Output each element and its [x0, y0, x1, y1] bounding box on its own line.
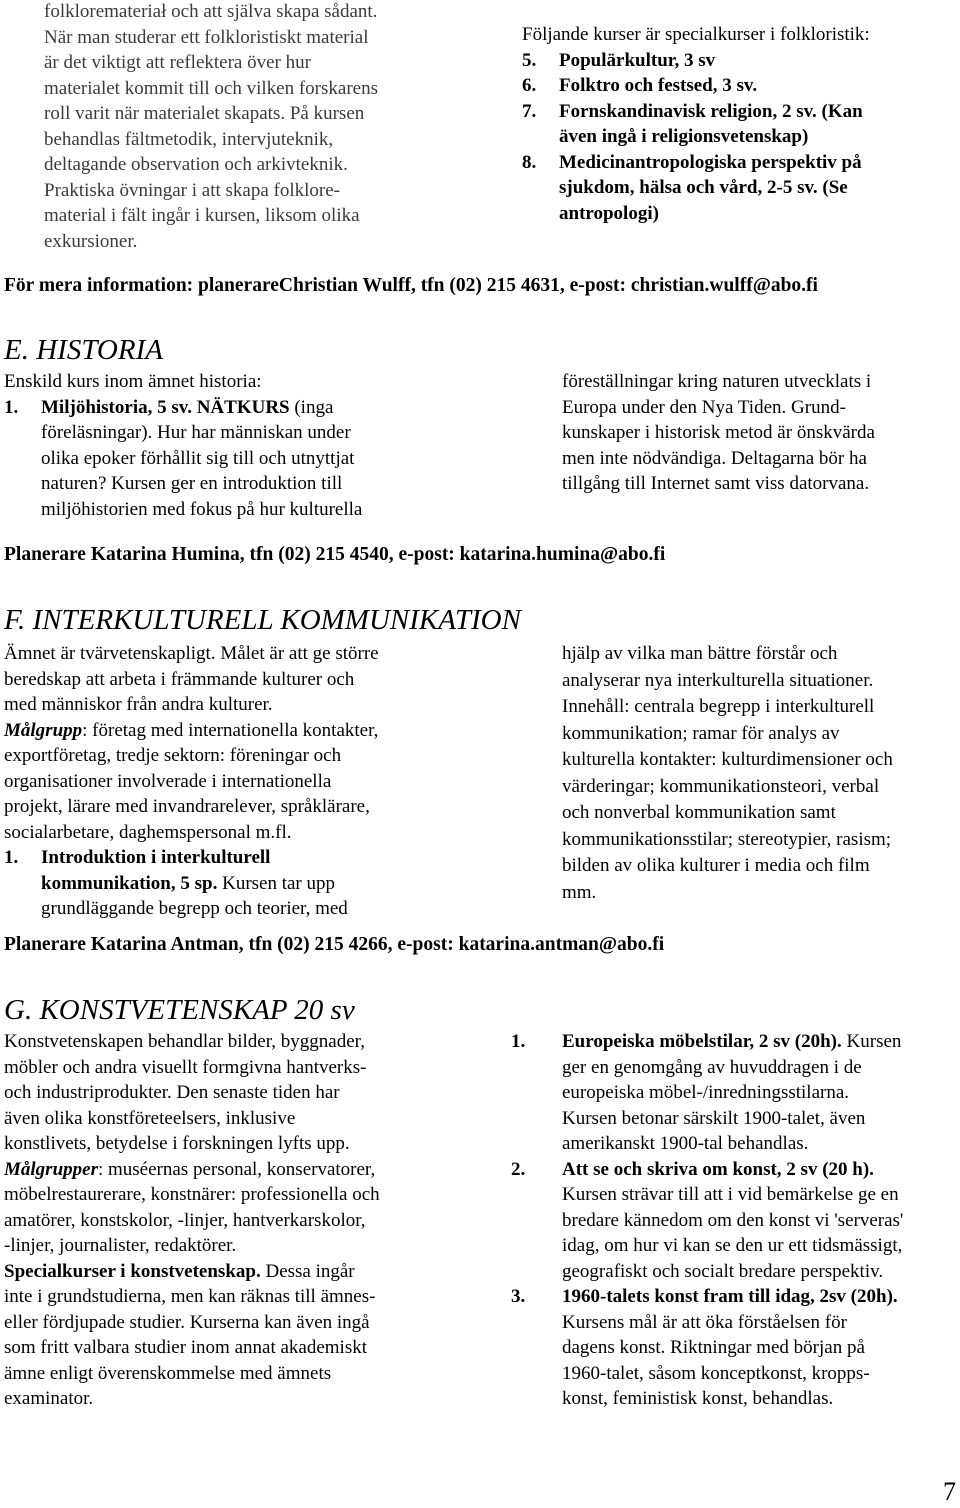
text-line: hjälp av vilka man bättre förstår och	[562, 643, 838, 664]
text-line: geografiskt och socialt bredare perspektiv.	[562, 1260, 884, 1282]
text-line: kommunikation; ramar för analys av	[562, 722, 840, 744]
text-line: som fritt valbara studier inom annat akademiskt	[4, 1337, 368, 1358]
text-line: men inte nödvändiga. Deltagarna bör ha	[562, 447, 867, 469]
special-courses-line: Specialkurser i konstvetenskap. Dessa ingår	[4, 1260, 355, 1282]
text-line: Europa under den Nya Tiden. Grund-	[562, 396, 846, 418]
text-line: material i fält ingår i kursen, liksom olika	[44, 205, 360, 226]
text-line: och nonverbal kommunikation samt	[562, 802, 836, 823]
text-line: exkursioner.	[44, 230, 138, 252]
text-line: examinator.	[4, 1388, 94, 1409]
course-item: 1. Europeiska möbelstilar, 2 sv (20h). Kursen	[511, 1031, 902, 1052]
course-item: 1. Miljöhistoria, 5 sv. NÄTKURS (inga	[4, 396, 334, 418]
text-line: och industriprodukter. Den senaste tiden har	[4, 1082, 340, 1103]
text-line: möbler och andra visuellt formgivna hantverks-	[4, 1056, 367, 1078]
text-line: Kursen betonar särskilt 1900-talet, även	[562, 1107, 866, 1129]
text-line: amatörer, konstskolor, -linjer, hantverkarskolor,	[4, 1209, 366, 1231]
course-item: 7. Fornskandinavisk religion, 2 sv. (Kan	[522, 100, 863, 122]
target-group-line: Målgrupp: företag med internationella kontakter,	[4, 719, 379, 741]
text-line: folkloremateriał och att själva skapa sådant.	[44, 1, 378, 22]
course-item: 2. Att se och skriva om konst, 2 sv (20 h).	[511, 1158, 874, 1180]
course-item: 8. Medicinantropologiska perspektiv på	[522, 151, 862, 173]
text-line: Kursens mål är att öka förståelsen för	[562, 1311, 847, 1333]
course-item: 1. Introduktion i interkulturell	[4, 847, 271, 868]
text-line: behandlas fältmetodik, intervjuteknik,	[44, 128, 334, 150]
text-line: föreläsningar). Hur har människan under	[41, 422, 351, 443]
text-line: roll varit när materialet skapats. På kursen	[44, 103, 365, 124]
text-line: är det viktigt att reflektera över hur	[44, 52, 311, 73]
course-item-continued: även ingå i religionsvetenskap)	[559, 126, 809, 147]
text-line: socialarbetare, daghemspersonal m.fl.	[4, 821, 292, 843]
historia-intro: Enskild kurs inom ämnet historia:	[4, 371, 262, 392]
special-courses-intro: Följande kurser är specialkurser i folkloristik:	[522, 24, 870, 45]
course-item: 3. 1960-talets konst fram till idag, 2sv (20h).	[511, 1286, 898, 1307]
text-line: miljöhistorien med fokus på hur kulturella	[41, 498, 363, 520]
text-line: Ämnet är tvärvetenskapligt. Målet är att ge större	[4, 643, 379, 664]
text-line: Kursen strävar till att i vid bemärkelse ge en	[562, 1184, 899, 1205]
text-line: bredare kännedom om den konst vi 'serveras'	[562, 1209, 904, 1231]
course-item: 6. Folktro och festsed, 3 sv.	[522, 75, 758, 96]
text-line: deltagande observation och arkivteknik.	[44, 154, 348, 175]
text-line: projekt, lärare med invandrarelever, språklärare,	[4, 796, 370, 817]
text-line: bilden av olika kulturer i media och film	[562, 855, 870, 876]
text-line: Konstvetenskapen behandlar bilder, byggnader,	[4, 1031, 365, 1052]
course-item-continued: kommunikation, 5 sp. Kursen tar upp	[41, 872, 336, 894]
text-line: konstlivets, betydelse i forskningen lyfts upp.	[4, 1133, 350, 1154]
text-line: möbelrestaurerare, konstnärer: professionella och	[4, 1184, 380, 1205]
text-line: När man studerar ett folkloristiskt material	[44, 26, 369, 48]
text-line: konst, feministisk konst, behandlas.	[562, 1388, 834, 1409]
interkulturell-right-column	[562, 641, 957, 906]
folkloristik-contact: För mera information: planerareChristian Wulff, tfn (02) 215 4631, e-post: christian.wulff@abo.fi	[4, 275, 818, 296]
text-line: naturen? Kursen ger en introduktion till	[41, 473, 343, 494]
section-heading-konstvetenskap: G. KONSTVETENSKAP 20 sv	[4, 994, 355, 1026]
text-line: Praktiska övningar i att skapa folklore-	[44, 179, 341, 201]
text-line: inte i grundstudierna, men kan räknas till ämnes-	[4, 1286, 376, 1307]
interkulturell-left-column	[4, 641, 454, 922]
text-line: ämne enligt överenskommelse med ämnets	[4, 1362, 332, 1384]
text-line: olika epoker förhållit sig till och utnyttjat	[41, 447, 355, 469]
text-line: idag, om hur vi kan se den ur ett tidsmässigt,	[562, 1235, 903, 1256]
section-heading-interkulturell: F. INTERKULTURELL KOMMUNIKATION	[4, 604, 521, 636]
text-line: Innehåll: centrala begrepp i interkulturell	[562, 696, 875, 717]
text-line: materialet kommit till och vilken forskarens	[44, 77, 378, 99]
target-group-line: Målgrupper: muséernas personal, konservatorer,	[4, 1158, 376, 1180]
text-line: mm.	[562, 881, 597, 903]
historia-right-column	[562, 369, 957, 497]
text-line: dagens konst. Riktningar med början på	[562, 1337, 865, 1358]
text-line: kommunikationsstilar; stereotypier, rasism;	[562, 828, 892, 850]
folkloristik-description	[44, 0, 444, 254]
text-line: ger en genomgång av huvuddragen i de	[562, 1056, 862, 1078]
text-line: -linjer, journalister, redaktörer.	[4, 1235, 237, 1256]
konstvetenskap-course-list	[511, 1029, 960, 1412]
text-line: 1960-talet, såsom konceptkonst, kropps-	[562, 1362, 870, 1384]
text-line: kunskaper i historisk metod är önskvärda	[562, 422, 875, 443]
konstvetenskap-left-column	[4, 1029, 454, 1412]
text-line: värderingar; kommunikationsteori, verbal	[562, 775, 880, 797]
text-line: amerikanskt 1900-tal behandlas.	[562, 1133, 809, 1154]
historia-contact: Planerare Katarina Humina, tfn (02) 215 4540, e-post: katarina.humina@abo.fi	[4, 544, 666, 565]
course-item: 5. Populärkultur, 3 sv	[522, 49, 716, 71]
text-line: organisationer involverade i internationella	[4, 770, 332, 792]
text-line: tillgång till Internet samt viss datorvana.	[562, 473, 870, 494]
folkloristik-special-courses	[522, 22, 952, 226]
text-line: exportföretag, tredje sektorn: föreningar och	[4, 745, 342, 766]
section-heading-historia: E. HISTORIA	[4, 334, 163, 366]
text-line: föreställningar kring naturen utvecklats i	[562, 371, 872, 392]
text-line: eller fördjupade studier. Kurserna kan även ingå	[4, 1311, 370, 1333]
course-item-continued: antropologi)	[559, 202, 659, 224]
page-number: 7	[943, 1477, 956, 1506]
historia-left-column	[4, 369, 444, 522]
text-line: analyserar nya interkulturella situationer.	[562, 669, 874, 691]
text-line: beredskap att arbeta i främmande kulturer och	[4, 668, 355, 690]
text-line: europeiska möbel-/inredningsstilarna.	[562, 1082, 850, 1103]
text-line: med människor från andra kulturer.	[4, 694, 273, 715]
text-line: kulturella kontakter: kulturdimensioner och	[562, 749, 893, 770]
course-item-continued: sjukdom, hälsa och vård, 2-5 sv. (Se	[559, 177, 848, 198]
text-line: grundläggande begrepp och teorier, med	[41, 898, 348, 919]
text-line: även olika konstföreteelsers, inklusive	[4, 1107, 296, 1129]
interkulturell-contact: Planerare Katarina Antman, tfn (02) 215 4266, e-post: katarina.antman@abo.fi	[4, 934, 665, 955]
